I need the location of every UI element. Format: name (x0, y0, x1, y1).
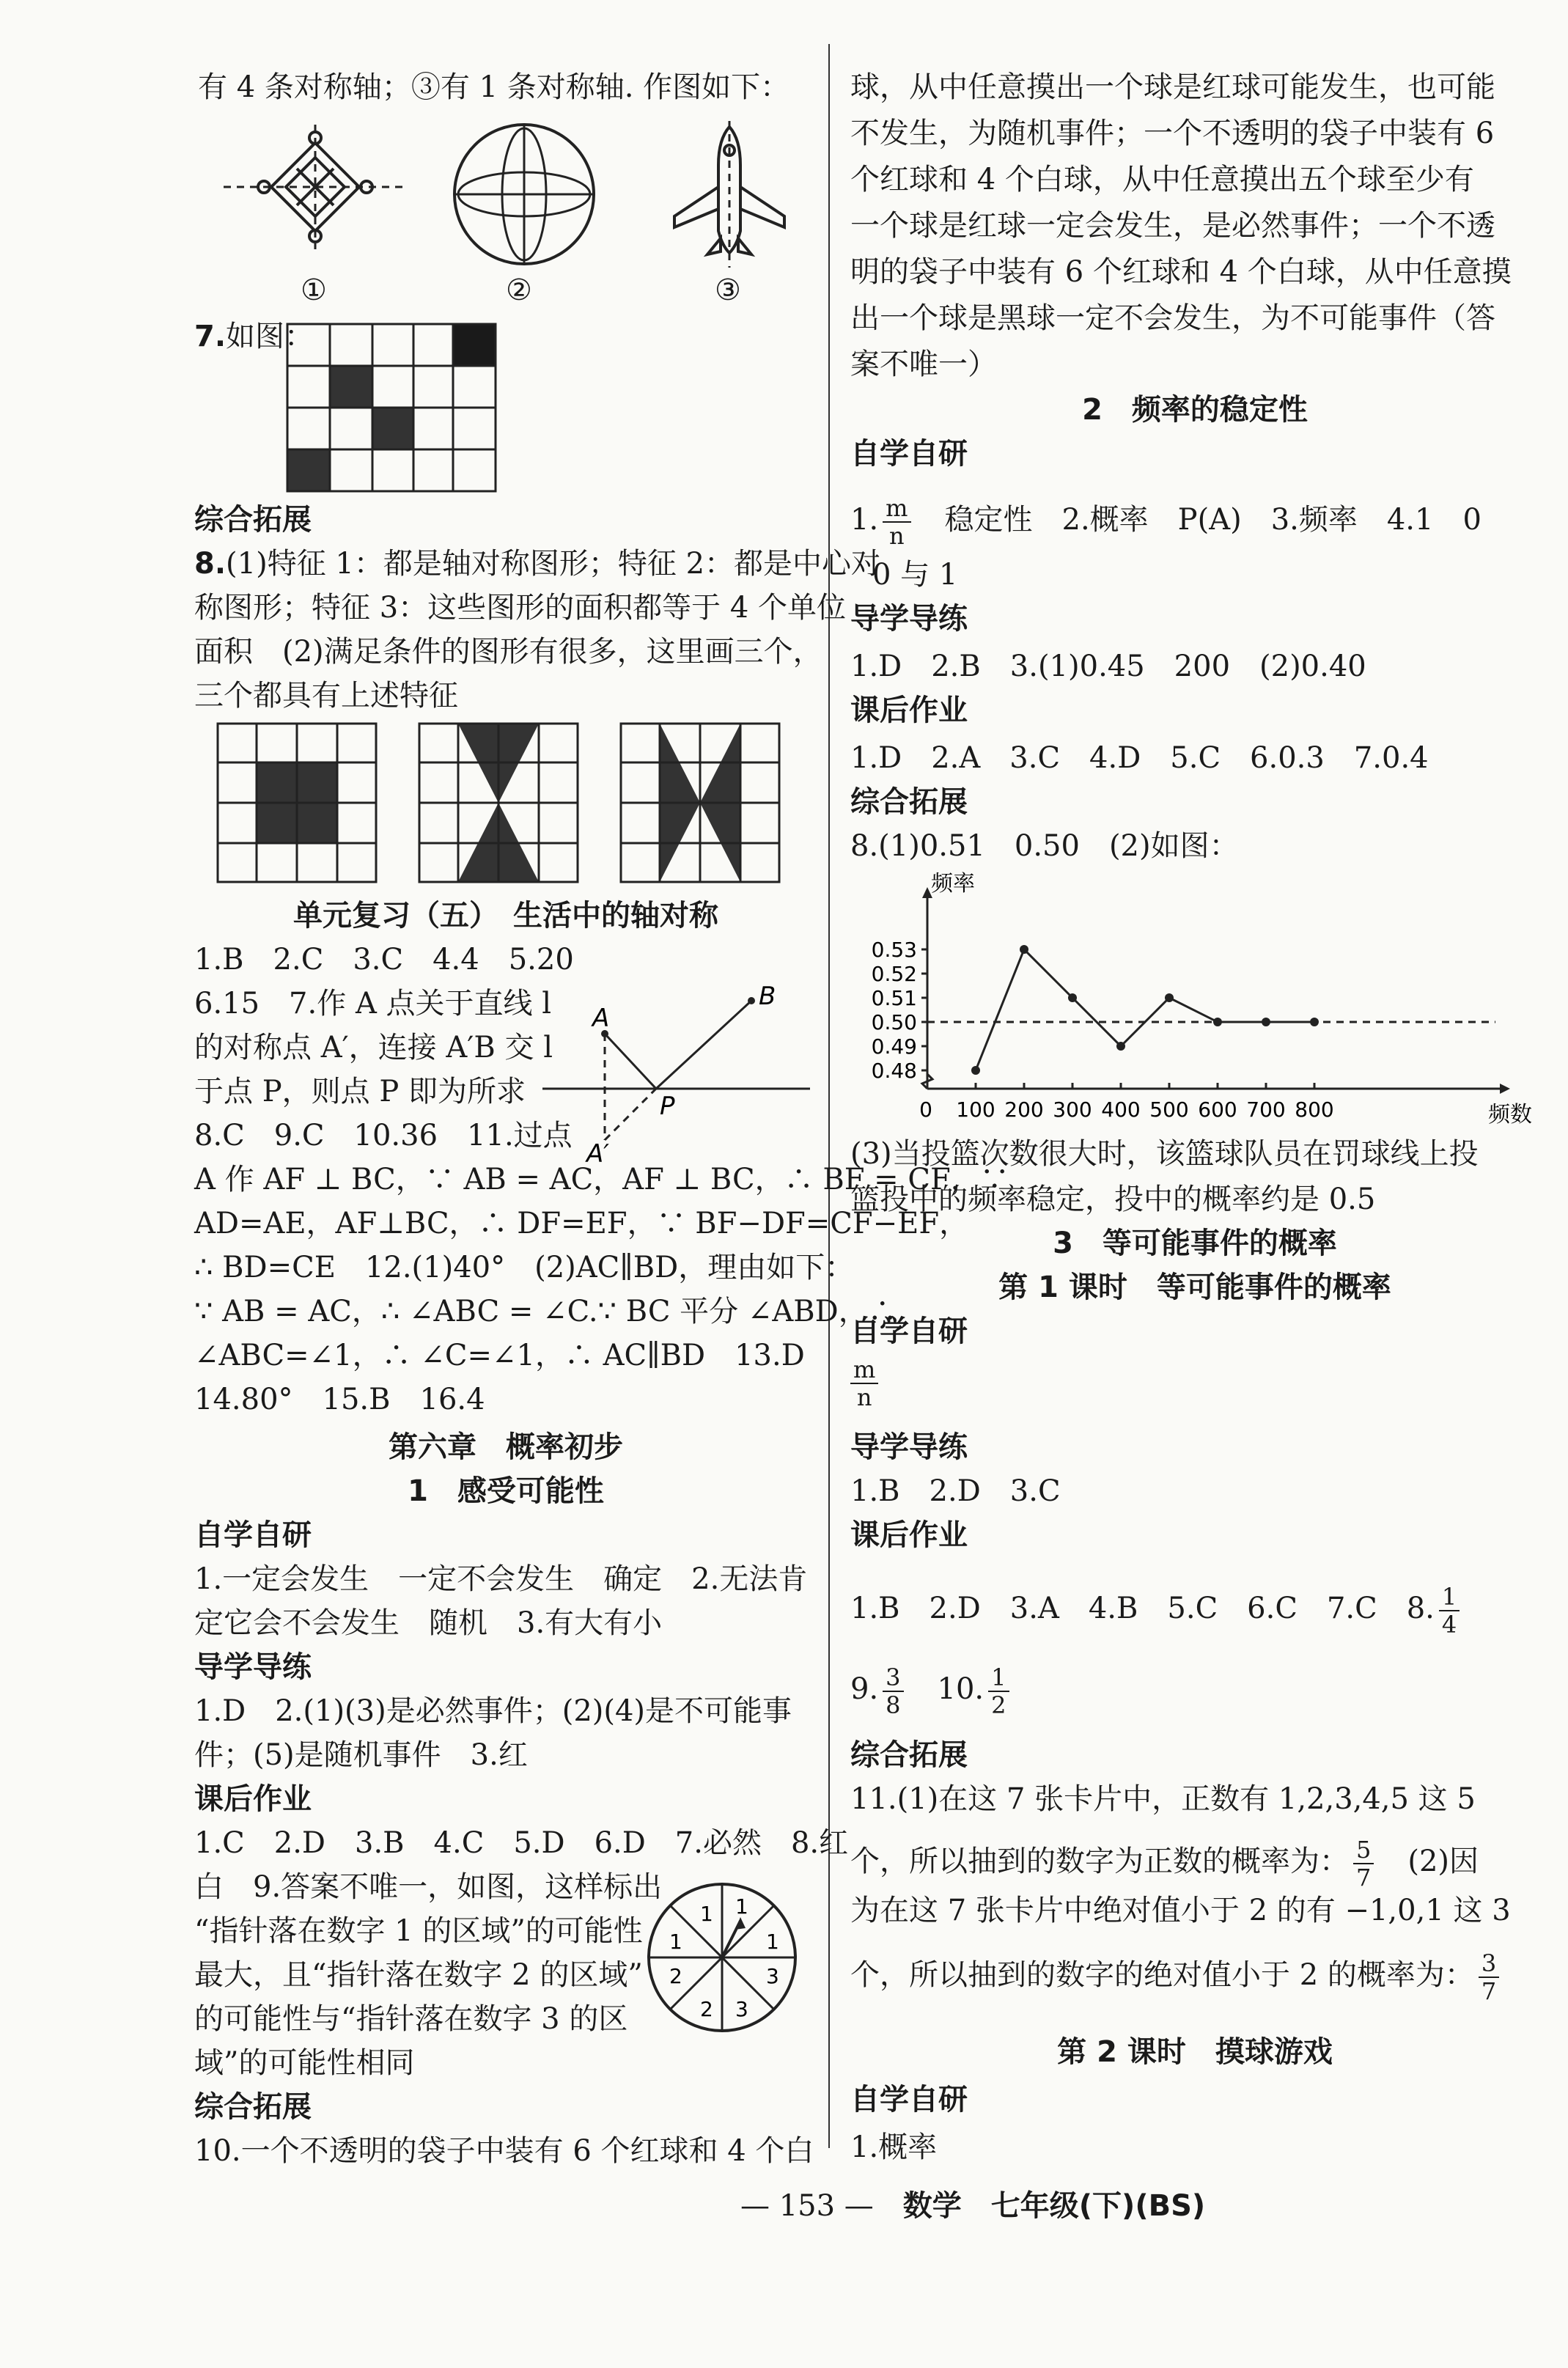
spinner-number: 3 (735, 1997, 748, 2021)
x-tick-label: 600 (1198, 1097, 1237, 1122)
fraction-numerator: 3 (1479, 1950, 1499, 1978)
answer-text: (2)因 (1378, 1845, 1479, 1878)
question-8-line (194, 546, 880, 581)
answer-line: 1.B 2.C 3.C 4.4 5.20 (194, 943, 574, 977)
answer-line: 11.(1)在这 7 张卡片中，正数有 1,2,3,4,5 这 5 (850, 1782, 1476, 1816)
answer-line: 1.概率 (850, 2130, 938, 2164)
answer-line: 6.15 7.作 A 点关于直线 l (194, 987, 552, 1021)
x-tick-label: 800 (1295, 1097, 1334, 1122)
question-number: 8. (194, 547, 227, 581)
answer-line: 8.C 9.C 10.36 11.过点 (194, 1119, 573, 1152)
chart-y-axis-label: 频率 (931, 871, 975, 897)
spinner-number: 2 (669, 1964, 682, 1988)
grid-figure-q7 (286, 323, 498, 493)
answer-line: 白 9.答案不唯一，如图，这样标出 (194, 1870, 663, 1904)
answer-line: 为在这 7 张卡片中绝对值小于 2 的有 −1,0,1 这 3 (850, 1894, 1511, 1927)
answer-line: 10.一个不透明的袋子中装有 6 个红球和 4 个白 (194, 2134, 814, 2168)
answer-line: 域”的可能性相同 (194, 2046, 415, 2080)
data-point (1165, 993, 1174, 1002)
answer-text: 稳定性 2.概率 P(A) 3.频率 4.1 0 (915, 503, 1481, 537)
answer-number: 1. (850, 503, 879, 537)
answer-line: (3)当投篮次数很大时，该篮球队员在罚球线上投 (850, 1137, 1479, 1171)
section-title: 1 感受可能性 (408, 1474, 604, 1508)
x-tick-label: 300 (1053, 1097, 1092, 1122)
symmetry-figure-airplane (663, 121, 795, 268)
answer-line: 篮投中的频率稳定，投中的概率约是 0.5 (850, 1183, 1376, 1216)
answer-line: 1.一定会发生 一定不会发生 确定 2.无法肯 (194, 1562, 808, 1596)
figure-label-3: ③ (715, 273, 741, 307)
section-heading: 课后作业 (850, 1518, 968, 1552)
data-point (1116, 1042, 1125, 1051)
x-tick-label: 0 (919, 1097, 932, 1122)
answer-line (850, 1950, 1503, 2004)
fraction-denominator: 7 (1356, 1864, 1372, 1891)
answer-line: 8.(1)0.51 0.50 (2)如图： (850, 829, 1239, 863)
data-point (1020, 945, 1028, 954)
fraction-numerator: 1 (988, 1664, 1009, 1692)
x-tick-label: 400 (1101, 1097, 1141, 1122)
spinner-number: 3 (766, 1964, 779, 1988)
section-heading: 导学导练 (194, 1650, 312, 1684)
spinner-number: 1 (735, 1894, 748, 1919)
symmetry-figure-circle-petals (447, 117, 601, 271)
series-line (976, 949, 1314, 1070)
answer-line: 明的袋子中装有 6 个红球和 4 个白球，从中任意摸 (850, 255, 1512, 289)
fraction (1439, 1584, 1460, 1638)
data-point (1262, 1018, 1270, 1026)
answer-line: ∠ABC=∠1，∴ ∠C=∠1，∴ AC∥BD 13.D (194, 1339, 805, 1372)
answer-line: 1.D 2.B 3.(1)0.45 200 (2)0.40 (850, 650, 1366, 683)
unit-review-title: 单元复习（五） 生活中的轴对称 (293, 899, 718, 933)
answer-line: 有 4 条对称轴；③有 1 条对称轴. 作图如下： (198, 70, 790, 104)
x-tick-label: 200 (1004, 1097, 1044, 1122)
fraction (988, 1664, 1009, 1718)
answer-line (846, 1356, 883, 1411)
section-heading: 自学自研 (850, 1314, 968, 1348)
fraction-denominator: 7 (1481, 1977, 1497, 2005)
answer-line: 案不唯一） (850, 348, 997, 381)
section-title: 2 频率的稳定性 (1082, 393, 1308, 427)
answer-line: ∴ BD=CE 12.(1)40° (2)AC∥BD，理由如下： (194, 1251, 855, 1284)
section-heading: 导学导练 (850, 1430, 968, 1464)
spinner-number: 2 (700, 1997, 713, 2021)
answer-line (850, 1584, 1464, 1638)
section-heading: 导学导练 (850, 602, 968, 636)
fraction-numerator: 3 (883, 1664, 903, 1692)
answer-line: 个红球和 4 个白球，从中任意摸出五个球至少有 (850, 163, 1474, 196)
reflection-diagram (535, 982, 814, 1166)
answer-line: 一个球是红球一定会发生，是必然事件；一个不透 (850, 209, 1495, 243)
fraction-denominator: 8 (886, 1691, 901, 1719)
answer-line (850, 1836, 1479, 1891)
answer-line: 1.D 2.(1)(3)是必然事件；(2)(4)是不可能事 (194, 1694, 792, 1728)
fraction-denominator: n (889, 522, 905, 550)
answer-text: 个，所以抽到的数字的绝对值小于 2 的概率为： (850, 1958, 1474, 1992)
fraction-numerator: m (850, 1356, 878, 1384)
grid-figure-square (216, 722, 378, 883)
section-heading: 课后作业 (850, 694, 968, 727)
fraction-denominator: 2 (991, 1691, 1006, 1719)
fraction-numerator: 5 (1353, 1836, 1374, 1864)
chapter-title: 第六章 概率初步 (389, 1430, 623, 1464)
point-label-a-prime: A′ (586, 1139, 609, 1166)
chart-x-axis-label: 频数 (1488, 1102, 1532, 1128)
section-heading: 综合拓展 (850, 1738, 968, 1772)
section-heading: 综合拓展 (850, 785, 968, 819)
y-tick-label: 0.53 (871, 938, 917, 962)
x-axis-arrow (1500, 1084, 1510, 1094)
answer-line: 的对称点 A′，连接 A′B 交 l (194, 1031, 553, 1065)
answer-line: 1.D 2.A 3.C 4.D 5.C 6.0.3 7.0.4 (850, 741, 1429, 775)
page-number: — 153 — (740, 2189, 874, 2223)
section-heading: 综合拓展 (194, 2090, 312, 2124)
spinner-figure (641, 1877, 803, 2038)
answer-line: 称图形；特征 3：这些图形的面积都等于 4 个单位 (194, 591, 847, 625)
answer-line: ∵ AB = AC，∴ ∠ABC = ∠C.∵ BC 平分 ∠ABD，∴ (194, 1295, 897, 1328)
question-text: 如图： (226, 320, 314, 353)
section-heading: 自学自研 (850, 2083, 968, 2117)
grid-figure-hourglass-horizontal (619, 722, 781, 883)
fraction (883, 1664, 903, 1718)
section-heading: 课后作业 (194, 1782, 312, 1816)
data-point (971, 1066, 980, 1075)
data-point (1213, 1018, 1222, 1026)
answer-number: 10. (937, 1672, 984, 1706)
y-tick-label: 0.48 (871, 1059, 917, 1083)
answer-number: 9. (850, 1672, 879, 1706)
figure-label-2: ② (506, 273, 532, 307)
point-label-a: A (592, 1004, 610, 1033)
data-point (1068, 993, 1077, 1002)
answer-line: 14.80° 15.B 16.4 (194, 1383, 485, 1416)
point-label-p: P (660, 1092, 675, 1121)
fraction (883, 495, 910, 549)
fraction (1353, 1836, 1374, 1891)
section-heading: 自学自研 (194, 1518, 312, 1552)
answer-line: 1.C 2.D 3.B 4.C 5.D 6.D 7.必然 8.红 (194, 1826, 849, 1860)
data-point (1310, 1018, 1319, 1026)
answer-line (850, 495, 1481, 549)
question-number: 7. (194, 320, 227, 353)
y-tick-label: 0.51 (871, 986, 917, 1010)
fraction (1479, 1950, 1499, 2004)
answer-line: 三个都具有上述特征 (194, 679, 458, 713)
frequency-line-chart (843, 869, 1547, 1133)
book-subject: 数学 七年级(下)(BS) (902, 2189, 1206, 2223)
fraction-numerator: m (883, 495, 910, 523)
section-heading: 综合拓展 (194, 503, 312, 537)
answer-text: 个，所以抽到的数字为正数的概率为： (850, 1845, 1349, 1878)
lesson-title: 第 2 课时 摸球游戏 (1057, 2035, 1333, 2069)
question-text: (1)特征 1：都是轴对称图形；特征 2：都是中心对 (226, 547, 881, 581)
spinner-number: 1 (766, 1930, 779, 1954)
answer-line: 定它会不会发生 随机 3.有大有小 (194, 1606, 663, 1640)
answer-line: 件；(5)是随机事件 3.红 (194, 1738, 528, 1772)
answer-line: AD=AE，AF⊥BC，∴ DF=EF，∵ BF−DF=CF−EF， (194, 1207, 969, 1240)
answer-line: 最大，且“指针落在数字 2 的区域” (194, 1958, 643, 1992)
page-footer (740, 2188, 1205, 2224)
answer-line: A 作 AF ⊥ BC，∵ AB = AC，AF ⊥ BC，∴ BF = CF，∵ (194, 1163, 1009, 1196)
answer-line: “指针落在数字 1 的区域”的可能性 (194, 1914, 643, 1948)
fraction (850, 1356, 878, 1411)
fraction-denominator: n (856, 1383, 872, 1411)
answer-line: 于点 P，则点 P 即为所求 (194, 1075, 526, 1108)
y-tick-label: 0.49 (871, 1034, 917, 1059)
fraction-denominator: 4 (1441, 1611, 1457, 1639)
y-tick-label: 0.52 (871, 962, 917, 986)
fraction-numerator: 1 (1439, 1584, 1460, 1611)
answer-line: 不发生，为随机事件；一个不透明的袋子中装有 6 (850, 117, 1495, 150)
y-tick-label: 0.50 (871, 1010, 917, 1034)
x-tick-label: 100 (956, 1097, 995, 1122)
symmetry-figure-knot (220, 125, 411, 249)
answer-line: 0 与 1 (872, 558, 958, 592)
x-tick-label: 700 (1246, 1097, 1286, 1122)
answer-line (850, 1664, 1014, 1718)
x-tick-label: 500 (1149, 1097, 1189, 1122)
point-label-b: B (759, 982, 776, 1011)
answer-line: 出一个球是黑球一定不会发生，为不可能事件（答 (850, 301, 1495, 335)
answer-line: 1.B 2.D 3.C (850, 1474, 1061, 1508)
grid-figure-hourglass-vertical (418, 722, 579, 883)
section-title: 3 等可能事件的概率 (1053, 1227, 1337, 1260)
spinner-number: 1 (669, 1930, 682, 1954)
answer-line: 球，从中任意摸出一个球是红球可能发生，也可能 (850, 70, 1495, 104)
figure-label-1: ① (301, 273, 327, 307)
section-heading: 自学自研 (850, 437, 968, 471)
answer-text: 1.B 2.D 3.A 4.B 5.C 6.C 7.C 8. (850, 1592, 1435, 1625)
answer-line: 面积 (2)满足条件的图形有很多，这里画三个， (194, 635, 822, 669)
answer-line: 的可能性与“指针落在数字 3 的区 (194, 2002, 628, 2036)
lesson-title: 第 1 课时 等可能事件的概率 (998, 1271, 1391, 1304)
spinner-number: 1 (700, 1902, 713, 1926)
